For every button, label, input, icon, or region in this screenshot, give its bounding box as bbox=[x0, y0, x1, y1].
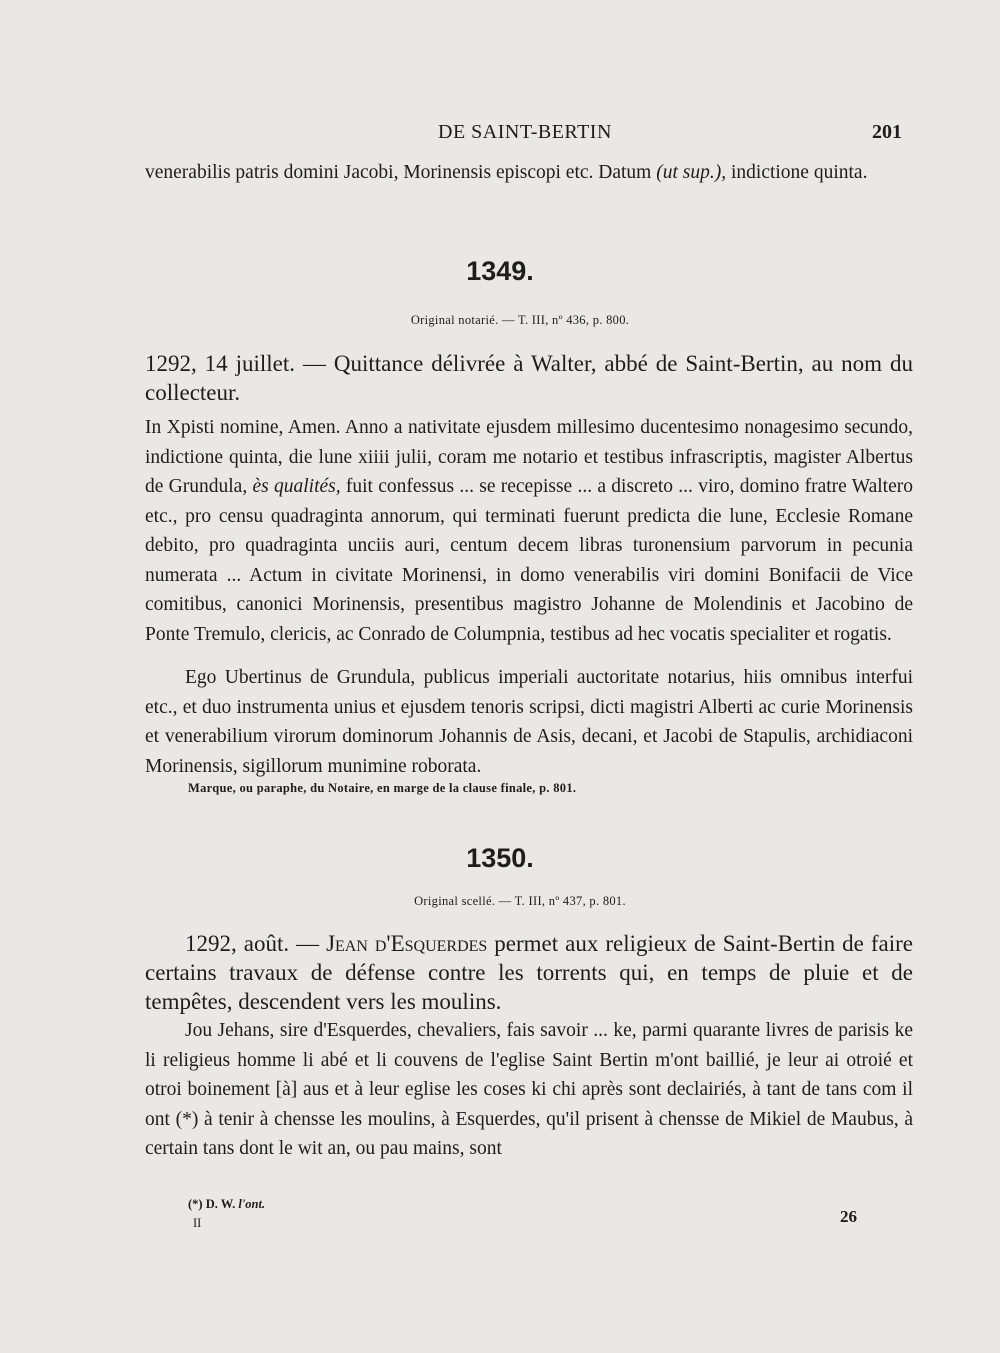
charter-note-1349: Marque, ou paraphe, du Notaire, en marge de la clause finale, p. 801. bbox=[188, 781, 577, 795]
page-number: 201 bbox=[872, 121, 902, 143]
charter-heading-1350-rest: permet aux religieux de Saint-Bertin de faire certains travaux de défense contre les torrents qui, en temps de pluie et de tempêtes, descendent vers les moulins. bbox=[145, 931, 913, 1014]
signature-mark: II bbox=[193, 1216, 202, 1230]
charter-text-1349-b: fuit confessus ... se recepisse ... a discreto ... viro, domino fratre Waltero etc., pro censu quadraginta annorum, qui terminati fuerunt predicta die lune, Ecclesie Romane debito, pro quadraginta unciis auri, centum decem libras turonensium parvorum in pecunia numerata ... Actum in civitate Morinensi, in domo venerabilis viri domini Bonifacii de Vice comitibus, canonici Morinensis, presentibus magistro Johanne de Molendinis et Jacobino de Ponte Tremulo, clericis, ac Conrado de Columpnia, testibus ad hec vocatis specialiter et rogatis. bbox=[145, 476, 913, 645]
charter-heading-1350-name: Jean d'Esquerdes bbox=[326, 931, 488, 956]
charter-heading-1350-prefix: 1292, août. — bbox=[185, 931, 327, 956]
charter-text-1350: Jou Jehans, sire d'Esquerdes, chevaliers, fais savoir ... ke, parmi quarante livres de parisis ke li religieus homme li abé et li couvens de l'eglise Saint Bertin m'ont baillié, je leur ai otroié et otroi boinement [à] aus et à leur eglise les coses ki chi après sont declairiés, à tant de tans com il ont (*) à tenir à chensse les moulins, à Esquerdes, qu'il prisent à chensse de Mikiel de Maubus, à certain tans dont le wit an, ou pau mains, sont bbox=[145, 1020, 913, 1159]
charter-heading-1349: 1292, 14 juillet. — Quittance délivrée à Walter, abbé de Saint-Bertin, au nom du collecteur. bbox=[145, 351, 913, 405]
notary-paragraph-1349: Ego Ubertinus de Grundula, publicus imperiali auctoritate notarius, hiis omnibus interfui etc., et duo instrumenta unius et ejusdem tenoris scripsi, dicti magistri Alberti ac curie Morinensis et venerabilium virorum dominorum Johannis de Asis, decani, et Jacobi de Stapulis, archidiaconi Morinensis, sigillorum munimine roborata. bbox=[145, 667, 913, 777]
footnote bbox=[188, 1197, 265, 1212]
charter-heading-1350 bbox=[145, 929, 913, 1016]
folio-number: 26 bbox=[840, 1207, 857, 1226]
charter-text-1349-a: In Xpisti nomine, Amen. Anno a nativitate ejusdem millesimo ducentesimo nonagesimo secundo, indictione quinta, die lune xiiii julii, coram me notario et testibus infrascriptis, magister Albertus de Grundula, bbox=[145, 417, 913, 497]
footnote-text: l'ont. bbox=[238, 1197, 266, 1211]
charter-source-1349: Original notarié. — T. III, nº 436, p. 800. bbox=[410, 313, 630, 327]
running-header-title: DE SAINT-BERTIN bbox=[438, 121, 612, 143]
charter-number-1350: 1350. bbox=[466, 843, 534, 873]
continuation-text: venerabilis patris domini Jacobi, Morinensis episcopi etc. Datum bbox=[145, 162, 657, 183]
continuation-paragraph bbox=[145, 158, 913, 188]
charter-number-1349: 1349. bbox=[466, 256, 534, 286]
footnote-marker: (*) D. W. bbox=[188, 1197, 239, 1211]
charter-source-1350: Original scellé. — T. III, nº 437, p. 801. bbox=[414, 894, 626, 908]
charter-text-1349 bbox=[145, 413, 913, 649]
charter-text-1349-italic: ès qualités, bbox=[252, 476, 341, 497]
continuation-text-end: indictione quinta. bbox=[726, 162, 868, 183]
continuation-italic: (ut sup.), bbox=[656, 162, 727, 183]
